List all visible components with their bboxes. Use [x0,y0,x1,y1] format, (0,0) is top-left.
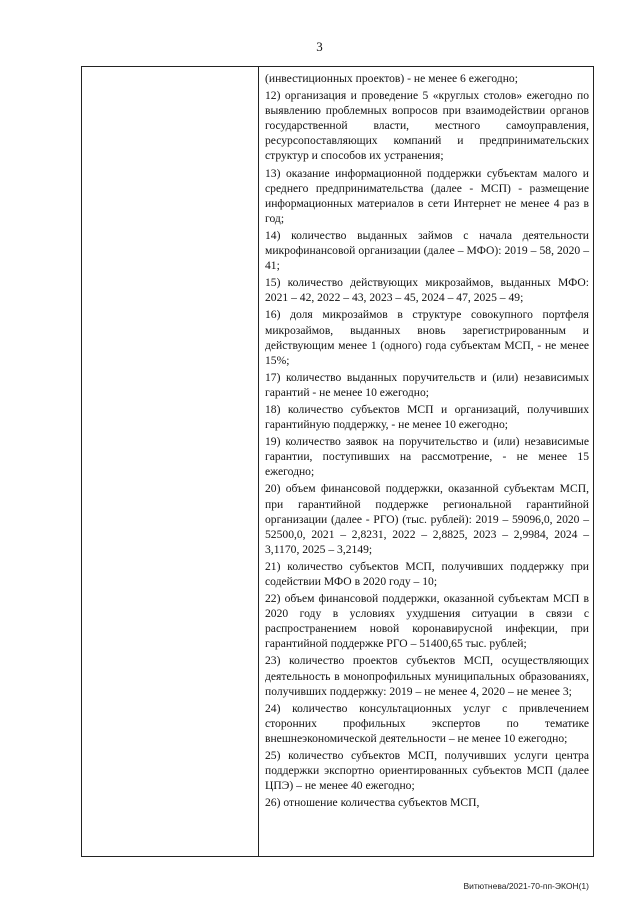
list-item: 21) количество субъектов МСП, получивших поддержку при содействии МФО в 2020 году – 10; [265,559,589,588]
list-item: 26) отношение количества субъектов МСП, [265,796,480,810]
list-item: 20) объем финансовой поддержки, оказанной субъектам МСП, при гарантийной поддержке региональной гарантийной организации (далее - РГО) (тыс. рублей): 2019 – 59096,0, 2020 – 52500,0, 2021 – 2,8231, 2022 – 2,8825, 2023 – 2,9984, 2024 – 3,1170, 2025 – 3,2149; [265,482,589,556]
list-item: 22) объем финансовой поддержки, оказанной субъектам МСП в 2020 году в условиях ухудшения ситуации в связи с распространением новой коронавирусной инфекции, при гарантийной поддержке РГО – 51400,65 тыс. рублей; [265,592,589,651]
list-item: 12) организация и проведение 5 «круглых столов» ежегодно по выявлению проблемных вопросов при взаимодействии органов государственной власти, местного самоуправления, ресурсопоставляющих компаний и предпринимательских структур и способов их устранения; [265,89,589,163]
list-item: 17) количество выданных поручительств и (или) независимых гарантий - не менее 10 ежегодно; [265,370,589,399]
list-item: 14) количество выданных займов с начала деятельности микрофинансовой организации (далее – МФО): 2019 – 58, 2020 – 41; [265,228,589,273]
list-item: 16) доля микрозаймов в структуре совокупного портфеля микрозаймов, выданных вновь зарегистрированным и действующим менее 1 (одного) года субъектам МСП, - не менее 15%; [265,308,589,367]
table-right-column [260,67,593,856]
list-item: 15) количество действующих микрозаймов, выданных МФО: 2021 – 42, 2022 – 43, 2023 – 45, 2024 – 47, 2025 – 49; [265,276,589,305]
table-left-column [82,67,259,856]
document-footer-code: Витютнева/2021-70-пп-ЭКОН(1) [463,881,589,891]
list-item: (инвестиционных проектов) - не менее 6 ежегодно; [265,72,518,85]
list-item: 13) оказание информационной поддержки субъектам малого и среднего предпринимательства (далее - МСП) - размещение информационных материалов в сети Интернет не менее 4 раз в год; [265,166,589,225]
list-item: 25) количество субъектов МСП, получивших услуги центра поддержки экспортно ориентированных субъектов МСП (далее ЦПЭ) – не менее 40 ежегодно; [265,749,589,793]
list-item: 19) количество заявок на поручительство и (или) независимые гарантии, поступивших на рассмотрение, - не менее 15 ежегодно; [265,435,589,479]
page-number: 3 [316,39,323,54]
list-item: 23) количество проектов субъектов МСП, осуществляющих деятельность в монопрофильных муниципальных образованиях, получивших поддержку: 2019 – не менее 4, 2020 – не менее 3; [265,654,589,698]
list-item: 18) количество субъектов МСП и организаций, получивших гарантийную поддержку, - не менее 10 ежегодно; [265,402,589,432]
list-item: 24) количество консультационных услуг с привлечением сторонних профильных экспертов по тематике внешнеэкономической деятельности – не менее 10 ежегодно; [265,701,589,745]
document-table [81,66,594,857]
